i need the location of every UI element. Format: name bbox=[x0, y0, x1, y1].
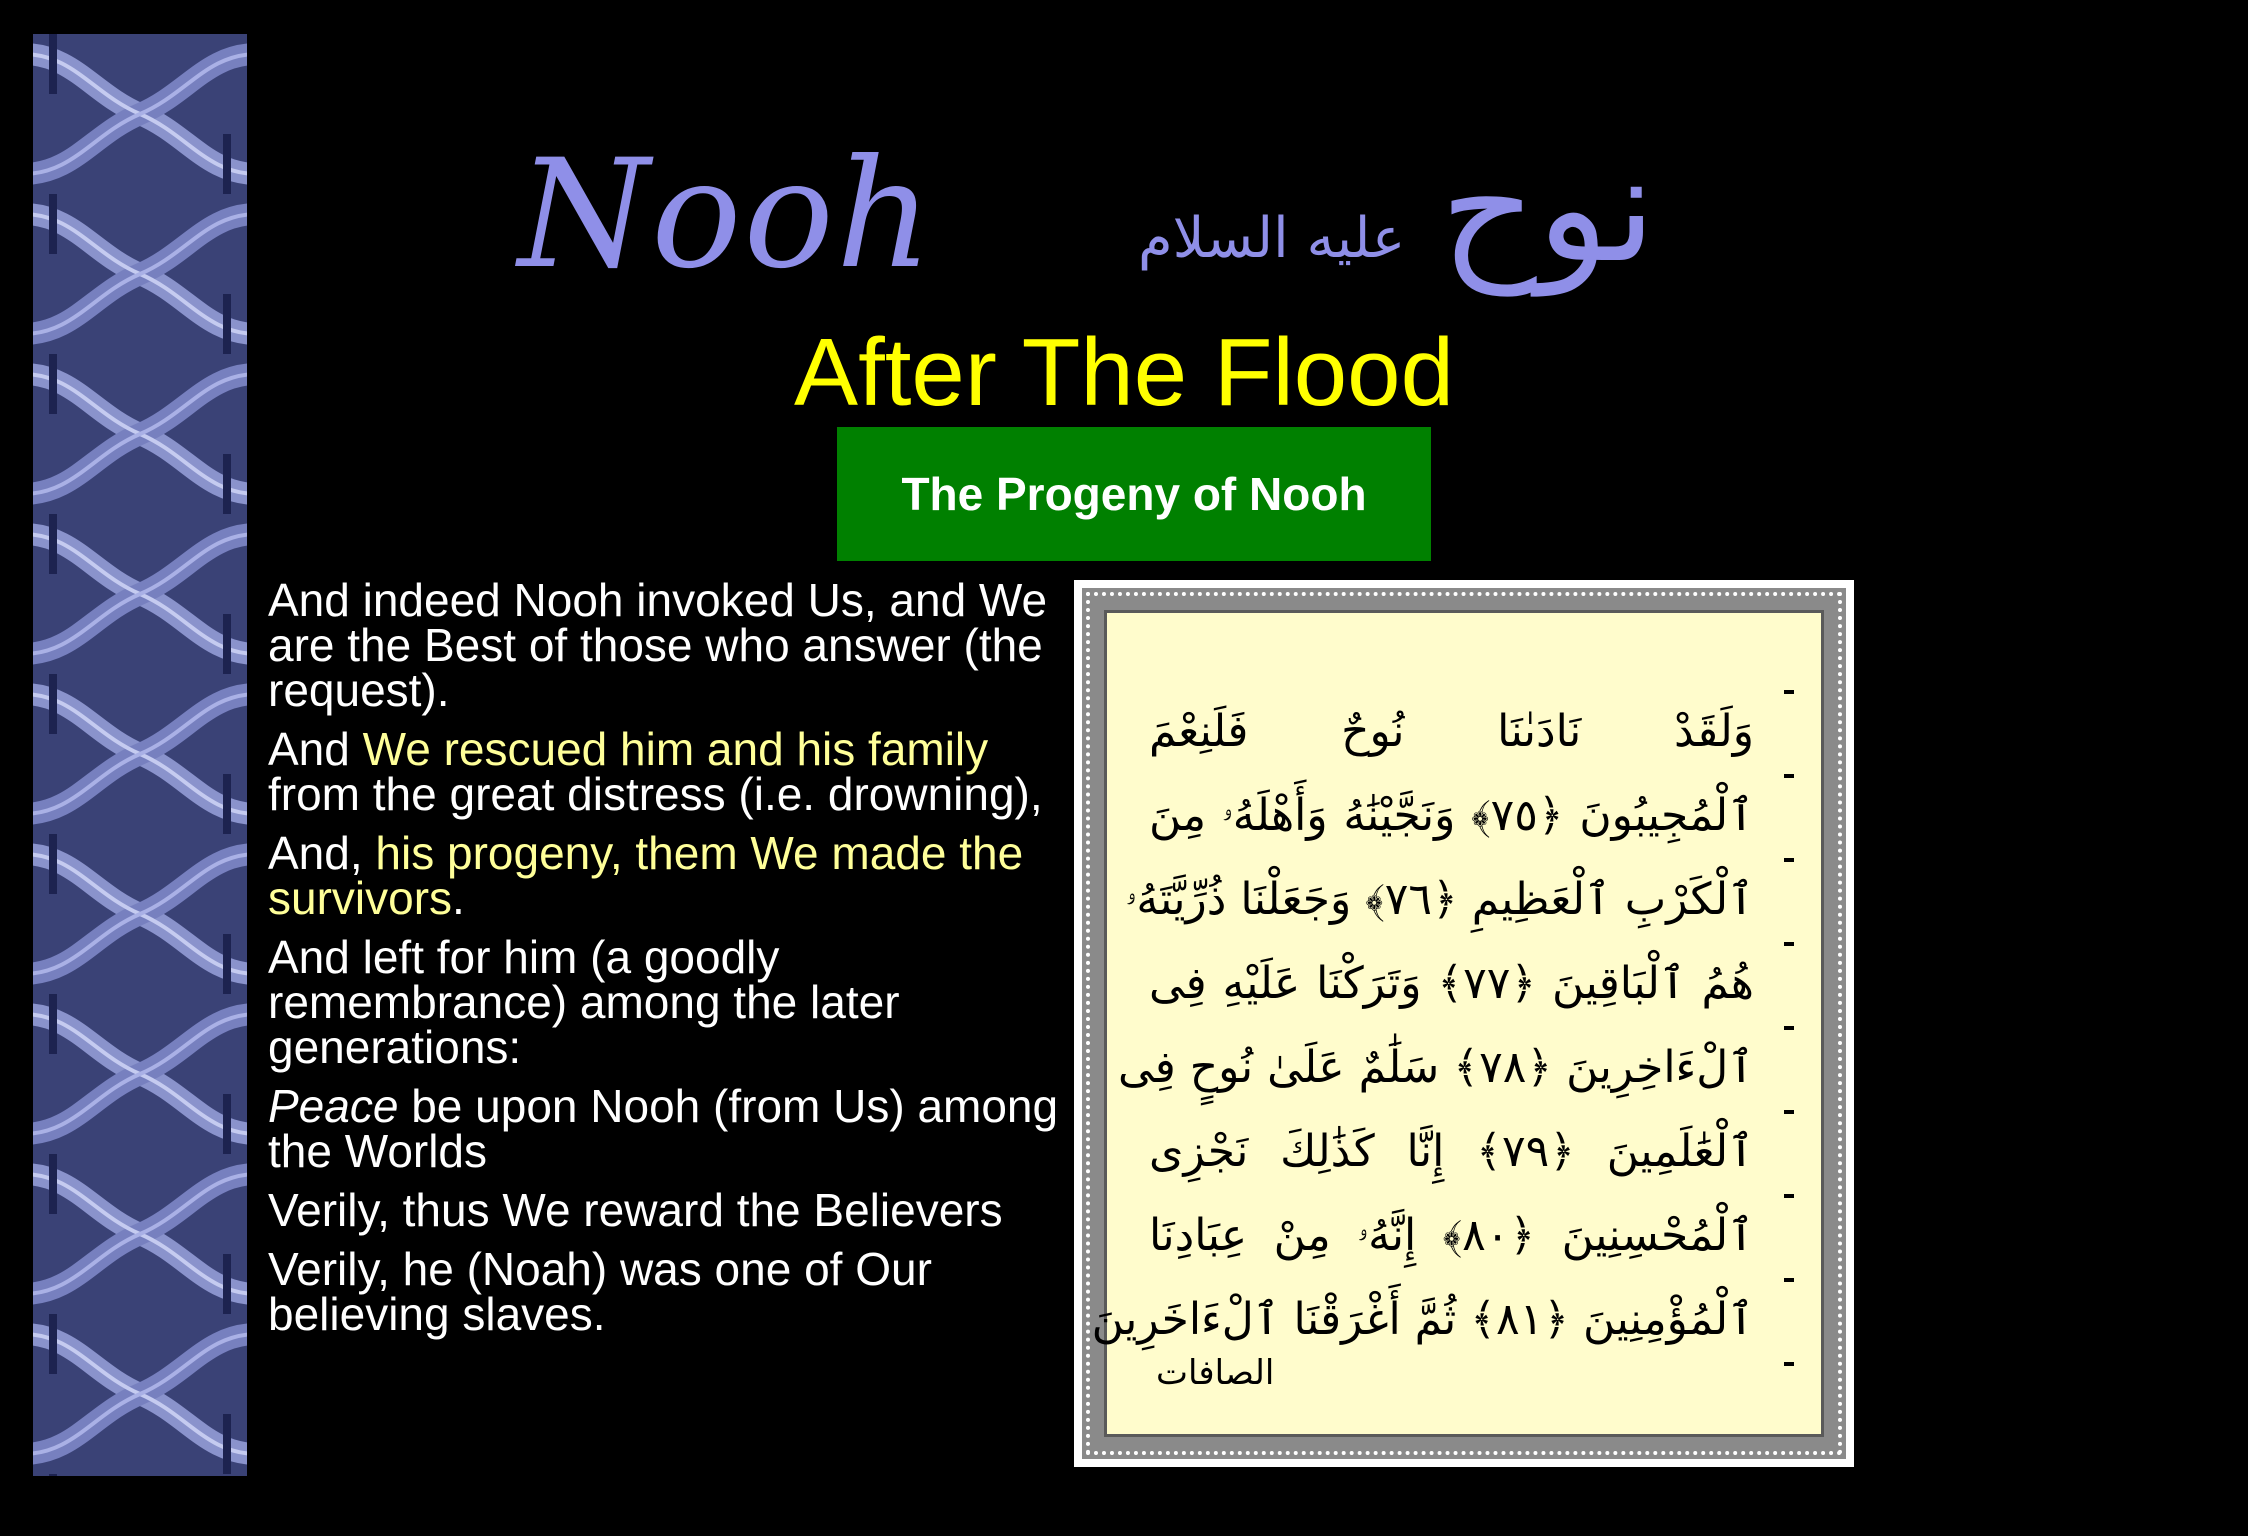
verse-item bbox=[268, 574, 1078, 716]
verse-item bbox=[268, 1243, 1078, 1340]
verse-text: And bbox=[268, 723, 363, 775]
title-arabic-honorific: عليه السلام bbox=[1138, 206, 1406, 271]
ornamental-frame bbox=[978, 588, 1846, 1459]
verse-text: And indeed Nooh invoked Us, and We are the Best of those who answer (the request). bbox=[268, 574, 1048, 716]
verse-text: be upon Nooh (from Us) among the Worlds bbox=[268, 1080, 1059, 1177]
title-arabic-name: نوح bbox=[1440, 122, 1657, 296]
section-badge: The Progeny of Nooh bbox=[837, 427, 1431, 561]
quran-line: ٱلْكَرْبِ ٱلْعَظِيمِ ﴿٧٦﴾ وَجَعَلْنَا ذُرِّيَّتَهُۥ bbox=[1125, 874, 1754, 925]
verse-text: Peace bbox=[268, 1080, 399, 1132]
surah-name: الصافات bbox=[1156, 1353, 1275, 1393]
verse-item bbox=[268, 931, 1078, 1073]
quran-line: ٱلْمُؤْمِنِينَ ﴿٨١﴾ ثُمَّ أَغْرَقْنَا ٱلْءَاخَرِينَ ﴿٨٢﴾ bbox=[978, 1294, 1754, 1345]
quran-line: وَلَقَدْ نَادَىٰنَا نُوحٌ فَلَنِعْمَ bbox=[1149, 706, 1754, 757]
verse-text: . bbox=[452, 872, 465, 924]
quran-line: ٱلْءَاخِرِينَ ﴿٧٨﴾ سَلَٰمٌ عَلَىٰ نُوحٍ فِى bbox=[1118, 1042, 1754, 1093]
quran-line: ٱلْمُحْسِنِينَ ﴿٨٠﴾ إِنَّهُۥ مِنْ عِبَادِنَا bbox=[1149, 1210, 1754, 1261]
verse-text: And left for him (a goodly remembrance) among the later generations: bbox=[268, 931, 900, 1073]
quran-text bbox=[978, 690, 1754, 1362]
verse-item bbox=[268, 723, 1078, 820]
title-row bbox=[0, 122, 2048, 302]
title-latin: Nooh bbox=[518, 128, 935, 302]
verse-item bbox=[268, 1080, 1078, 1177]
verse-text: Verily, thus We reward the Believers bbox=[268, 1184, 1003, 1236]
verse-list bbox=[268, 574, 1078, 1351]
verse-text: from the great distress (i.e. drowning), bbox=[268, 768, 1043, 820]
verse-item bbox=[268, 1184, 1078, 1236]
quran-line: ٱلْمُجِيبُونَ ﴿٧٥﴾ وَنَجَّيْنَٰهُ وَأَهْلَهُۥ مِنَ bbox=[1149, 790, 1754, 841]
verse-highlight: We rescued him and his family bbox=[362, 723, 989, 775]
quran-line: ٱلْعَٰلَمِينَ ﴿٧٩﴾ إِنَّا كَذَٰلِكَ نَجْزِى bbox=[1149, 1126, 1754, 1177]
verse-item bbox=[268, 827, 1078, 924]
quran-line: هُمُ ٱلْبَاقِينَ ﴿٧٧﴾ وَتَرَكْنَا عَلَيْهِ فِى bbox=[1149, 958, 1754, 1009]
verse-text: Verily, he (Noah) was one of Our believing slaves. bbox=[268, 1243, 932, 1340]
verse-text: And, bbox=[268, 827, 376, 879]
line-dots bbox=[1784, 690, 1794, 1380]
quran-image bbox=[978, 580, 1854, 1467]
verse-highlight: his progeny, them We made the survivors bbox=[268, 827, 1024, 924]
subtitle: After The Flood bbox=[794, 319, 1454, 426]
